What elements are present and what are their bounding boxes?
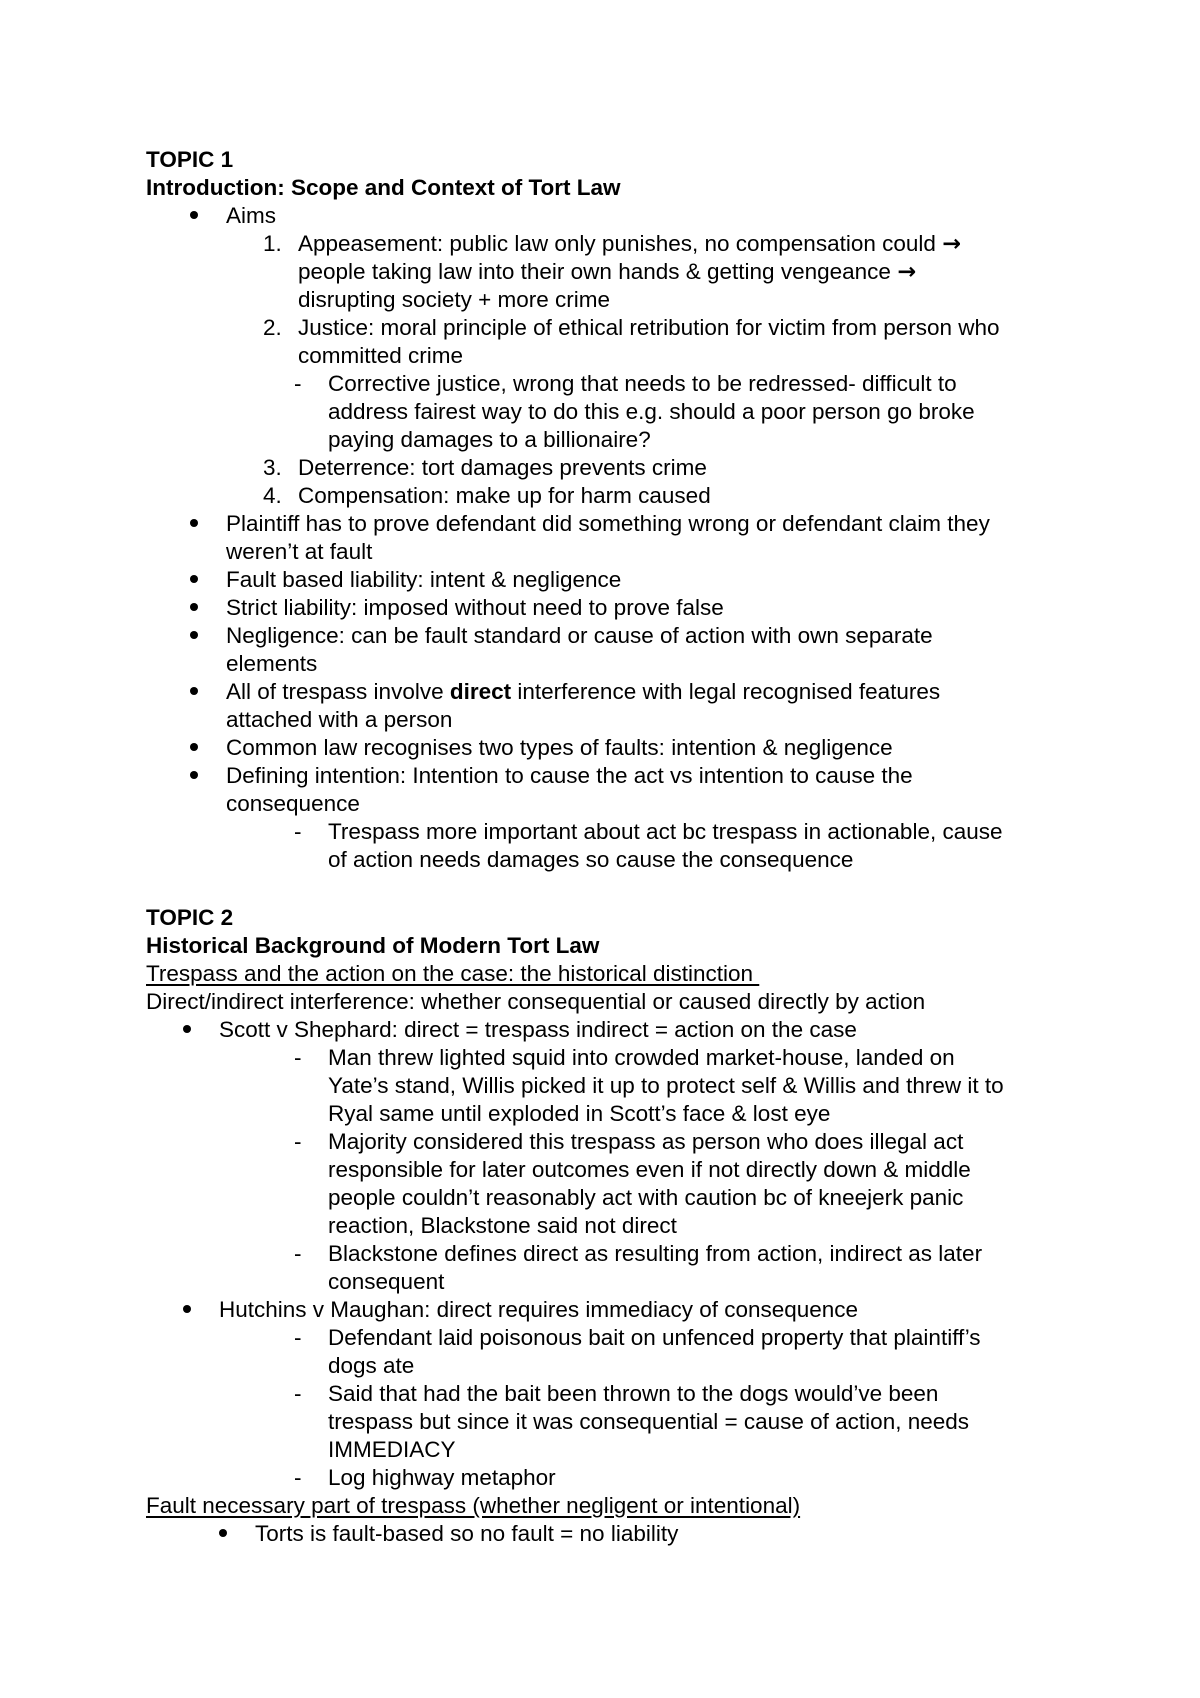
trespass-dash-line-2: of action needs damages so cause the consequence — [328, 847, 854, 872]
subheading-trespass-action: Trespass and the action on the case: the historical distinction — [146, 961, 760, 986]
topic1-label: TOPIC 1 — [146, 147, 234, 172]
scott-point-2-line-4: reaction, Blackstone said not direct — [328, 1213, 677, 1238]
bullet-icon — [190, 519, 198, 527]
bullet-icon — [190, 631, 198, 639]
aim-1-line-3: disrupting society + more crime — [298, 287, 610, 312]
corrective-line-2: address fairest way to do this e.g. should a poor person go broke — [328, 399, 975, 424]
bullet-intention-line-2: consequence — [226, 791, 360, 816]
aim-1-line-2: people taking law into their own hands & getting vengeance → — [298, 259, 917, 285]
aims-label: Aims — [226, 203, 276, 228]
bullet-icon — [183, 1305, 191, 1313]
bullet-icon — [183, 1025, 191, 1033]
dash-marker: - — [294, 1129, 302, 1154]
direct-indirect-intro: Direct/indirect interference: whether consequential or caused directly by action — [146, 989, 926, 1014]
hutchins-point-2-line-3: IMMEDIACY — [328, 1437, 456, 1462]
scott-point-2-line-3: people couldn’t reasonably act with caution bc of kneejerk panic — [328, 1185, 964, 1210]
dash-marker: - — [294, 371, 302, 396]
scott-point-3-line-1: Blackstone defines direct as resulting from action, indirect as later — [328, 1241, 983, 1266]
bullet-icon — [219, 1529, 227, 1537]
bullet-strict-liability: Strict liability: imposed without need to prove false — [226, 595, 724, 620]
bullet-icon — [190, 771, 198, 779]
dash-marker: - — [294, 819, 302, 844]
bullet-negligence-line-1: Negligence: can be fault standard or cause of action with own separate — [226, 623, 933, 648]
bullet-plaintiff-line-2: weren’t at fault — [226, 539, 373, 564]
case-hutchins-v-maughan: Hutchins v Maughan: direct requires immediacy of consequence — [219, 1297, 859, 1322]
scott-point-2-line-1: Majority considered this trespass as person who does illegal act — [328, 1129, 964, 1154]
dash-marker: - — [294, 1465, 302, 1490]
hutchins-point-1-line-2: dogs ate — [328, 1353, 415, 1378]
bullet-common-law: Common law recognises two types of faults: intention & negligence — [226, 735, 893, 760]
corrective-line-3: paying damages to a billionaire? — [328, 427, 651, 452]
corrective-line-1: Corrective justice, wrong that needs to be redressed- difficult to — [328, 371, 957, 396]
subheading-fault-necessary: Fault necessary part of trespass (whether negligent or intentional) — [146, 1493, 801, 1518]
scott-point-1-line-1: Man threw lighted squid into crowded market-house, landed on — [328, 1045, 955, 1070]
bullet-plaintiff-line-1: Plaintiff has to prove defendant did something wrong or defendant claim they — [226, 511, 990, 536]
dash-marker: - — [294, 1325, 302, 1350]
aim-number: 4. — [263, 483, 282, 508]
bullet-icon — [190, 575, 198, 583]
scott-point-3-line-2: consequent — [328, 1269, 445, 1294]
dash-marker: - — [294, 1381, 302, 1406]
aim-4-line-1: Compensation: make up for harm caused — [298, 483, 711, 508]
case-scott-v-shephard: Scott v Shephard: direct = trespass indirect = action on the case — [219, 1017, 857, 1042]
bullet-fault-based-no-liability: Torts is fault-based so no fault = no liability — [255, 1521, 679, 1546]
bullet-icon — [190, 687, 198, 695]
arrow-right-icon: → — [897, 259, 917, 285]
scott-point-2-line-2: responsible for later outcomes even if not directly down & middle — [328, 1157, 971, 1182]
trespass-dash-line-1: Trespass more important about act bc trespass in actionable, cause — [328, 819, 1003, 844]
hutchins-point-3-line-1: Log highway metaphor — [328, 1465, 556, 1490]
bullet-trespass-line-2: attached with a person — [226, 707, 453, 732]
arrow-right-icon: → — [942, 231, 962, 257]
topic2-label: TOPIC 2 — [146, 905, 234, 930]
hutchins-point-1-line-1: Defendant laid poisonous bait on unfenced property that plaintiff’s — [328, 1325, 981, 1350]
dash-marker: - — [294, 1241, 302, 1266]
aim-number: 2. — [263, 315, 282, 340]
aim-2-line-2: committed crime — [298, 343, 464, 368]
aim-number: 3. — [263, 455, 282, 480]
bullet-trespass-line-1: All of trespass involve direct interference with legal recognised features — [226, 679, 941, 704]
topic2-title: Historical Background of Modern Tort Law — [146, 933, 600, 958]
hutchins-point-2-line-2: trespass but since it was consequential = cause of action, needs — [328, 1409, 970, 1434]
bullet-fault-based: Fault based liability: intent & negligence — [226, 567, 622, 592]
scott-point-1-line-3: Ryal same until exploded in Scott’s face & lost eye — [328, 1101, 831, 1126]
dash-marker: - — [294, 1045, 302, 1070]
hutchins-point-2-line-1: Said that had the bait been thrown to the dogs would’ve been — [328, 1381, 939, 1406]
bullet-icon — [190, 603, 198, 611]
topic1-title: Introduction: Scope and Context of Tort Law — [146, 175, 621, 200]
bullet-intention-line-1: Defining intention: Intention to cause the act vs intention to cause the — [226, 763, 913, 788]
aim-1-line-1: Appeasement: public law only punishes, no compensation could → — [298, 231, 962, 257]
scott-point-1-line-2: Yate’s stand, Willis picked it up to protect self & Willis and threw it to — [328, 1073, 1004, 1098]
bullet-icon — [190, 211, 198, 219]
aim-3-line-1: Deterrence: tort damages prevents crime — [298, 455, 707, 480]
aim-number: 1. — [263, 231, 282, 256]
bullet-icon — [190, 743, 198, 751]
bullet-negligence-line-2: elements — [226, 651, 318, 676]
aim-2-line-1: Justice: moral principle of ethical retribution for victim from person who — [298, 315, 1000, 340]
emphasis-direct: direct — [449, 679, 512, 704]
